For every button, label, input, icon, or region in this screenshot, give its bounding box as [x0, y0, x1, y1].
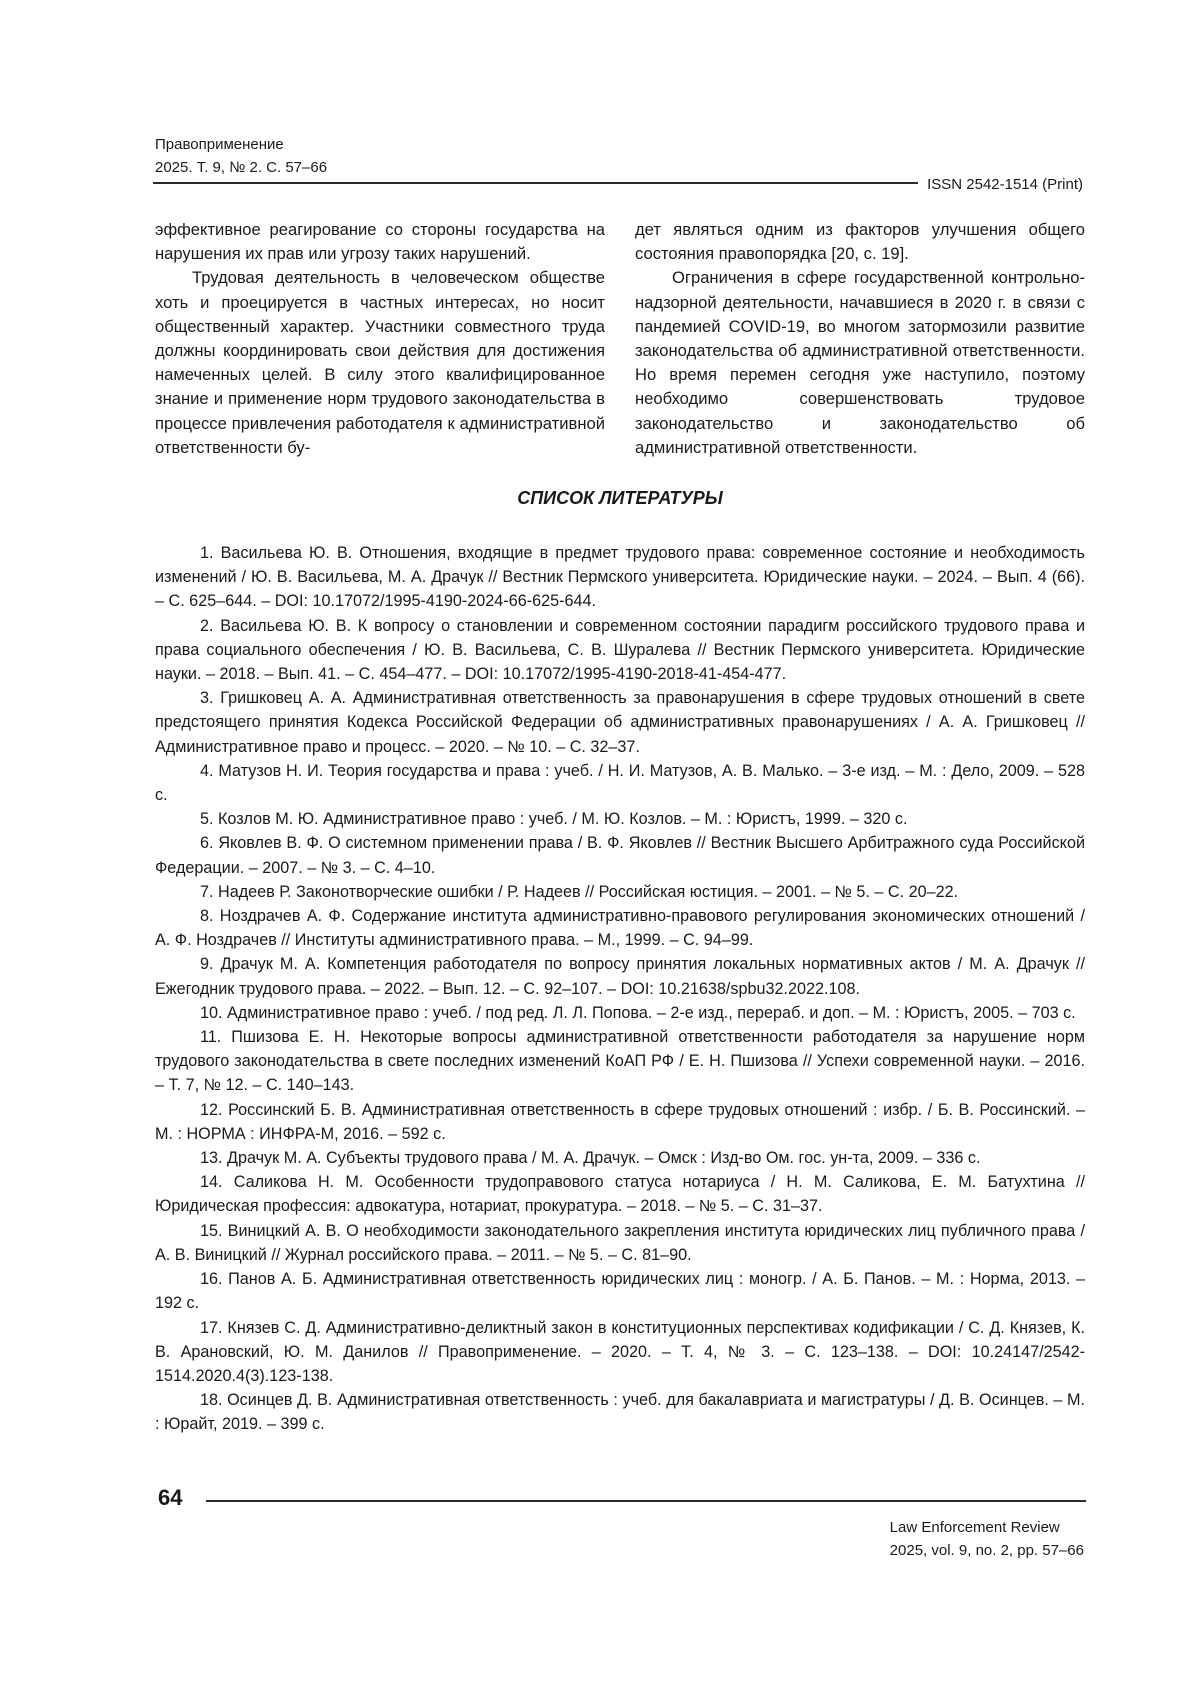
running-footer	[890, 1516, 1084, 1562]
paragraph: эффективное реагирование со стороны государства на нарушения их прав или угрозу таких нарушений.	[155, 220, 605, 264]
body-columns	[155, 218, 1085, 460]
page-number: 64	[158, 1485, 183, 1510]
left-column	[155, 218, 605, 460]
reference-item: 10. Административное право : учеб. / под ред. Л. Л. Попова. – 2-е изд., перераб. и доп. – М. : Юристъ, 2005. – 703 с.	[200, 1003, 1076, 1022]
reference-item: 8. Ноздрачев А. Ф. Содержание института административно-правового регулирования экономических отношений / А. Ф. Ноздрачев // Институты административного права. – М., 1999. – С. 94–99.	[155, 907, 1085, 950]
reference-item: 12. Россинский Б. В. Административная ответственность в сфере трудовых отношений : избр. / Б. В. Россинский. – М. : НОРМА : ИНФРА-М, 2016. – 592 с.	[155, 1100, 1085, 1143]
reference-item: 14. Саликова Н. М. Особенности трудоправового статуса нотариуса / Н. М. Саликова, Е. М. Батухтина // Юридическая профессия: адвокатура, нотариат, прокуратура. – 2018. – № 5. – С. 31–37.	[155, 1173, 1085, 1216]
reference-item: 13. Драчук М. А. Субъекты трудового права / М. А. Драчук. – Омск : Изд-во Ом. гос. ун-та, 2009. – 336 с.	[200, 1149, 981, 1168]
header-rule	[153, 182, 918, 184]
reference-item: 17. Князев С. Д. Административно-деликтный закон в конституционных перспективах кодификации / С. Д. Князев, К. В. Арановский, Ю. М. Данилов // Правоприменение. – 2020. – Т. 4, № 3. – С. 123–138. – DOI: 10.24147/2542-1514.2020.4(3).123-138.	[155, 1318, 1085, 1385]
issue-citation: 2025. Т. 9, № 2. С. 57–66	[155, 159, 328, 176]
issue-citation-en: 2025, vol. 9, no. 2, pp. 57–66	[889, 1542, 1084, 1559]
reference-item: 7. Надеев Р. Законотворческие ошибки / Р. Надеев // Российская юстиция. – 2001. – № 5. – С. 20–22.	[200, 882, 959, 901]
reference-item: 15. Виницкий А. В. О необходимости законодательного закрепления института юридических лиц публичного права / А. В. Виницкий // Журнал российского права. – 2011. – № 5. – С. 81–90.	[155, 1221, 1085, 1264]
reference-item: 6. Яковлев В. Ф. О системном применении права / В. Ф. Яковлев // Вестник Высшего Арбитражного суда Российской Федерации. – 2007. – № 3. – С. 4–10.	[155, 834, 1085, 877]
reference-item: 5. Козлов М. Ю. Административное право : учеб. / М. Ю. Козлов. – М. : Юристъ, 1999. – 320 с.	[200, 810, 908, 829]
references-heading: СПИСОК ЛИТЕРАТУРЫ	[517, 488, 723, 508]
paragraph: Ограничения в сфере государственной контрольно-надзорной деятельности, начавшиеся в 2020 г. в связи с пандемией COVID-19, во многом затормозили развитие законодательства об административной ответственности. Но время перемен сегодня уже наступило, поэтому необходимо совершенствовать трудовое законодательство и законодательство об административной ответственности.	[635, 268, 1085, 457]
journal-title: Правоприменение	[155, 136, 284, 153]
journal-title-en: Law Enforcement Review	[889, 1519, 1060, 1536]
paragraph: Трудовая деятельность в человеческом обществе хоть и проецируется в частных интересах, но носит общественный характер. Участники совместного труда должны координировать свои действия для достижения намеченных целей. В силу этого квалифицированное знание и применение норм трудового законодательства в процессе привлечения работодателя к административной ответственности бу-	[155, 268, 605, 457]
footer-rule	[206, 1500, 1086, 1502]
reference-item: 16. Панов А. Б. Административная ответственность юридических лиц : моногр. / А. Б. Панов. – М. : Норма, 2013. – 192 с.	[155, 1270, 1085, 1313]
issn-label: ISSN 2542-1514 (Print)	[927, 176, 1083, 193]
running-header	[155, 133, 327, 179]
reference-item: 4. Матузов Н. И. Теория государства и права : учеб. / Н. И. Матузов, А. В. Малько. – 3-е изд. – М. : Дело, 2009. – 528 с.	[155, 761, 1085, 805]
right-column	[635, 218, 1085, 460]
reference-item: 3. Гришковец А. А. Административная ответственность за правонарушения в сфере трудовых отношений в свете предстоящего принятия Кодекса Российской Федерации об административных правонарушениях / А. А. Гришковец // Административное право и процесс. – 2020. – № 10. – С. 32–37.	[155, 689, 1085, 756]
reference-item: 18. Осинцев Д. В. Административная ответственность : учеб. для бакалавриата и магистратуры / Д. В. Осинцев. – М. : Юрайт, 2019. – 399 с.	[155, 1391, 1085, 1434]
reference-item: 1. Васильева Ю. В. Отношения, входящие в предмет трудового права: современное состояние и необходимость изменений / Ю. В. Васильева, М. А. Драчук // Вестник Пермского университета. Юридические науки. – 2024. – Вып. 4 (66). – С. 625–644. – DOI: 10.17072/1995-4190-2024-66-625-644.	[155, 544, 1085, 611]
paragraph: дет являться одним из факторов улучшения общего состояния правопорядка [20, с. 19].	[635, 220, 1085, 264]
references-list	[155, 541, 1085, 1437]
reference-item: 9. Драчук М. А. Компетенция работодателя по вопросу принятия локальных нормативных актов / М. А. Драчук // Ежегодник трудового права. – 2022. – Вып. 12. – С. 92–107. – DOI: 10.21638/spbu32.2022.108.	[155, 955, 1085, 998]
reference-item: 2. Васильева Ю. В. К вопросу о становлении и современном состоянии парадигм российского трудового права и права социального обеспечения / Ю. В. Васильева, С. В. Шуралева // Вестник Пермского университета. Юридические науки. – 2018. – Вып. 41. – С. 454–477. – DOI: 10.17072/1995-4190-2018-41-454-477.	[155, 616, 1085, 684]
reference-item: 11. Пшизова Е. Н. Некоторые вопросы административной ответственности работодателя за нарушение норм трудового законодательства в свете последних изменений КоАП РФ / Е. Н. Пшизова // Успехи современной науки. – 2016. – Т. 7, № 12. – С. 140–143.	[155, 1028, 1085, 1095]
